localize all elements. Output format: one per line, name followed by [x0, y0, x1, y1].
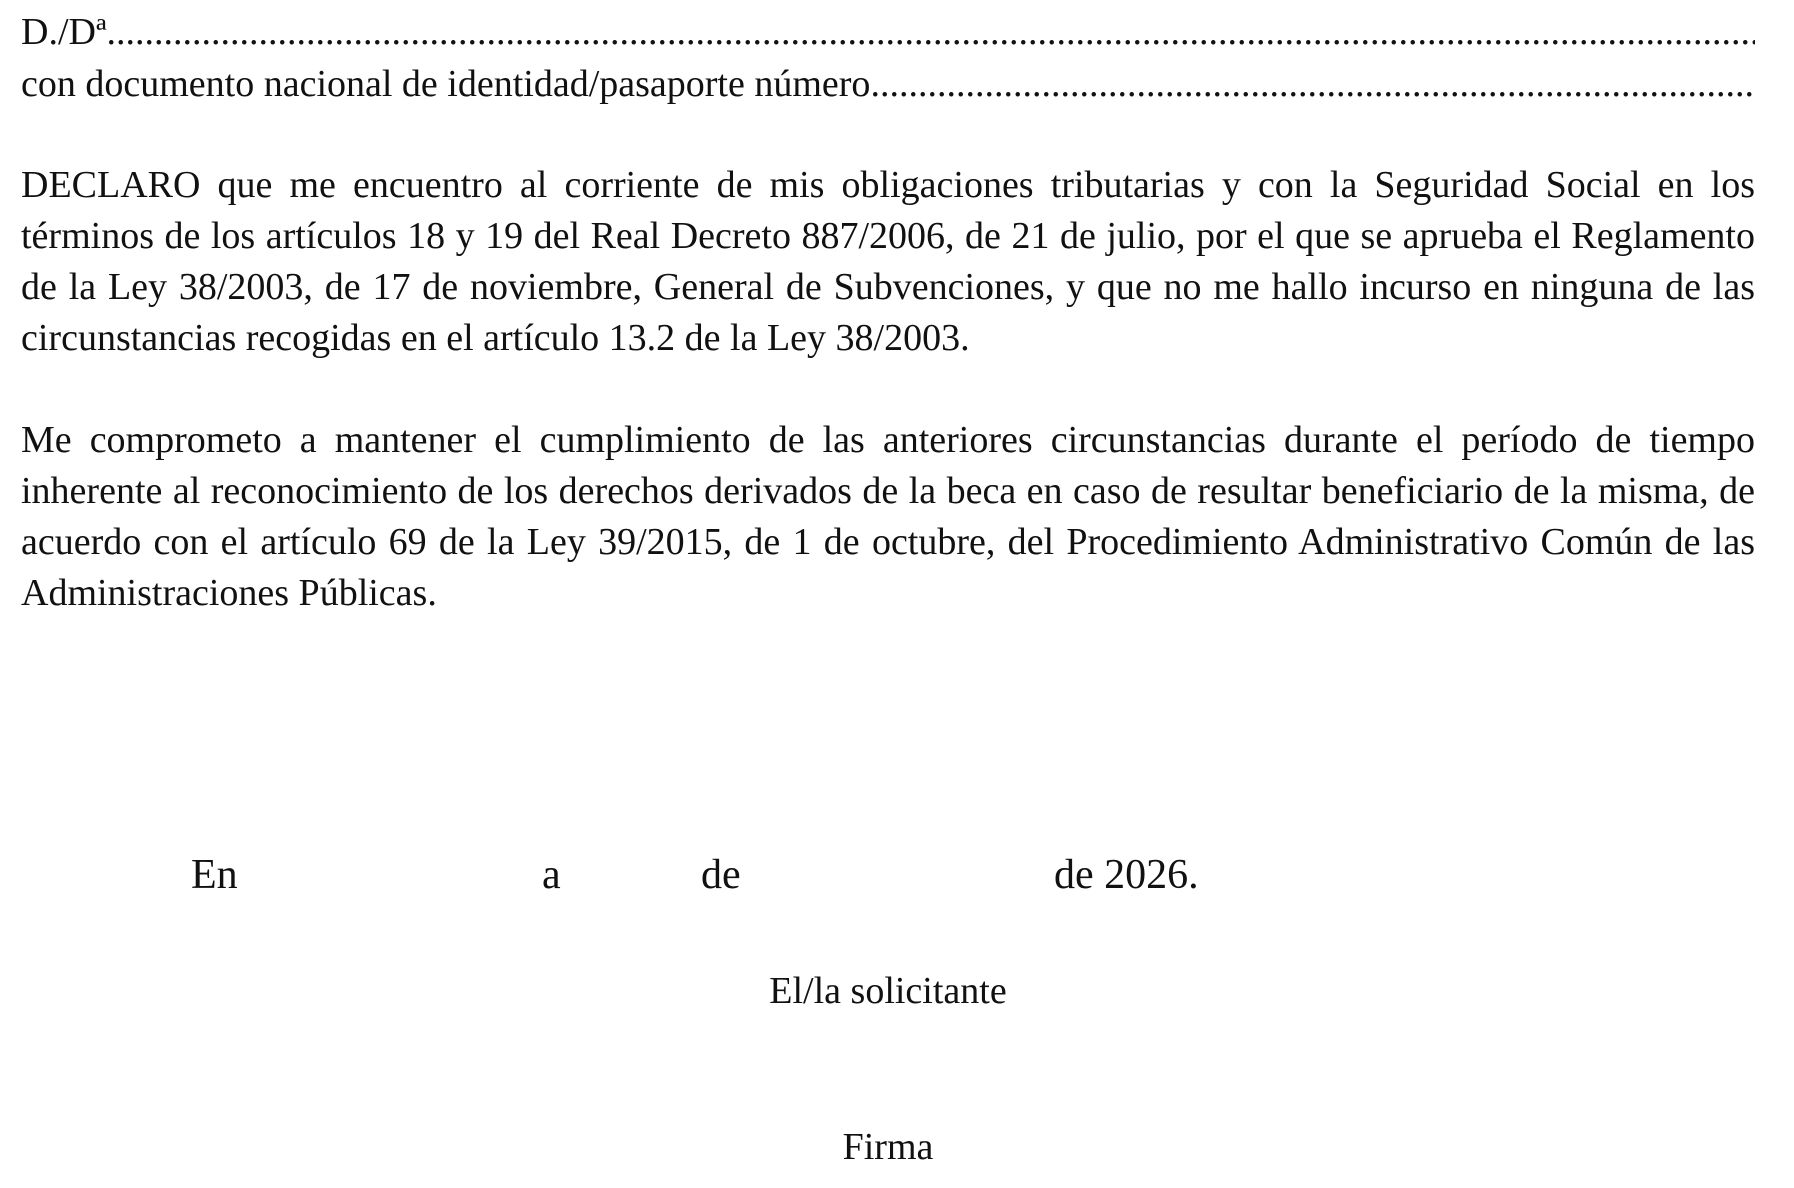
- applicant-label: El/la solicitante: [769, 970, 1007, 1012]
- id-number-label: con documento nacional de identidad/pasaporte número: [21, 63, 871, 105]
- applicant-name-field: [21, 6, 1755, 58]
- id-number-dotted-line: [870, 58, 1755, 110]
- applicant-name-label: D./Dª: [21, 11, 107, 53]
- date-line-year: de 2026.: [1054, 852, 1199, 898]
- date-line-en: En: [191, 852, 238, 898]
- id-number-field: [21, 58, 1755, 110]
- applicant-name-dotted-line: [106, 6, 1755, 58]
- date-line-de: de: [701, 852, 741, 898]
- place-date-line: [21, 847, 1755, 903]
- declaration-paragraph: DECLARO que me encuentro al corriente de mis obligaciones tributarias y con la Seguridad Social en los términos de los artículos 18 y 19 del Real Decreto 887/2006, de 21 de julio, por el que se aprueba el Reglamento de la Ley 38/2003, de 17 de noviembre, General de Subvenciones, y que no me hallo incurso en ninguna de las circunstancias recogidas en el artículo 13.2 de la Ley 38/2003.: [21, 164, 1755, 359]
- signature-label: Firma: [842, 1126, 934, 1168]
- commitment-paragraph: Me comprometo a mantener el cumplimiento de las anteriores circunstancias durante el período de tiempo inherente al reconocimiento de los derechos derivados de la beca en caso de resultar beneficiario de la misma, de acuerdo con el artículo 69 de la Ley 39/2015, de 1 de octubre, del Procedimiento Administrativo Común de las Administraciones Públicas.: [21, 419, 1755, 614]
- declaration-document: [21, 0, 1755, 1188]
- date-line-a: a: [542, 852, 561, 898]
